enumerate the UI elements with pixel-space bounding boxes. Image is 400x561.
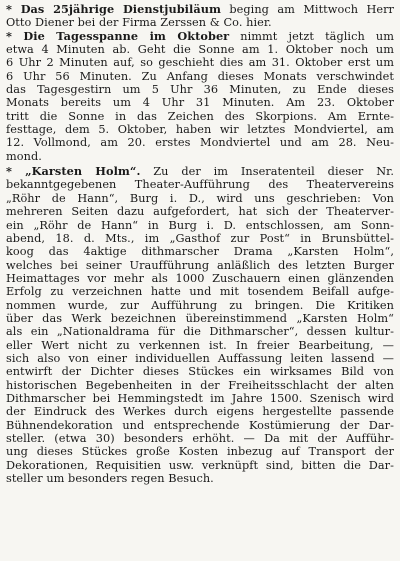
text-line	[6, 392, 394, 405]
body-text: Otto Diener bei der Firma Zerssen & Co. hier.	[6, 16, 272, 30]
body-text: entwirft der Dichter dieses Stückes ein wirksames Bild von	[6, 365, 394, 379]
text-line	[6, 352, 394, 365]
body-text: sich also von einer individuellen Auffassung leiten lassend —	[6, 351, 394, 365]
text-line	[6, 30, 394, 43]
body-text: Monats bereits um 4 Uhr 31 Minuten. Am 23. Oktober	[6, 96, 394, 110]
body-text: 12. Vollmond, am 20. erstes Mondviertel und am 28. Neu-	[6, 136, 394, 150]
body-text: 6 Uhr 56 Minuten. Zu Anfang dieses Monats verschwindet	[6, 69, 394, 83]
body-text: das Tagesgestirn um 5 Uhr 36 Minuten, zu Ende dieses	[6, 83, 394, 97]
text-line	[6, 136, 394, 149]
text-line	[6, 205, 394, 218]
text-line	[6, 445, 394, 458]
text-line	[6, 245, 394, 258]
headline: * Die Tagesspanne im Oktober	[6, 29, 230, 43]
body-text: tritt die Sonne in das Zeichen des Skorpions. Am Ernte-	[6, 109, 394, 123]
body-text: der Eindruck des Werkes durch eigens hergestellte passende	[6, 405, 394, 419]
text-line	[6, 339, 394, 352]
text-line	[6, 16, 394, 29]
body-text: als ein „Nationaldrama für die Dithmarscher“, dessen kultur-	[6, 325, 394, 339]
text-line	[6, 3, 394, 16]
text-line	[6, 96, 394, 109]
body-text: etwa 4 Minuten ab. Geht die Sonne am 1. Oktober noch um	[6, 43, 394, 57]
text-line	[6, 70, 394, 83]
text-line	[6, 405, 394, 418]
body-text: mond.	[6, 149, 42, 163]
text-line	[6, 285, 394, 298]
text-line	[6, 192, 394, 205]
body-text: steller um besonders regen Besuch.	[6, 472, 214, 486]
body-text: Erfolg zu verzeichnen hatte und mit tosendem Beifall aufge-	[6, 285, 394, 299]
body-text: nommen wurde, zur Aufführung zu bringen. Die Kritiken	[6, 298, 394, 312]
body-text: Dekorationen, Requisitien usw. verknüpft sind, bitten die Dar-	[6, 458, 394, 472]
body-text: ein „Röhr de Hann“ in Burg i. D. entschlossen, am Sonn-	[6, 218, 394, 232]
body-text: beging am Mittwoch Herr	[220, 3, 394, 16]
text-line	[6, 232, 394, 245]
text-line	[6, 150, 394, 163]
text-line	[6, 272, 394, 285]
body-text: nimmt jetzt täglich um	[229, 29, 394, 43]
text-line	[6, 165, 394, 178]
article-dienstjubilaeum	[6, 3, 394, 30]
text-line	[6, 110, 394, 123]
text-line	[6, 432, 394, 445]
body-text: bekanntgegebenen Theater-Aufführung des Theatervereins	[6, 178, 394, 192]
body-text: „Röhr de Hann“, Burg i. D., wird uns geschrieben: Von	[6, 191, 394, 205]
body-text: Heimattages vor mehr als 1000 Zuschauern einen glänzenden	[6, 271, 394, 285]
body-text: Bühnendekoration und entsprechende Kostümierung der Dar-	[6, 418, 394, 432]
text-line	[6, 459, 394, 472]
headline: * „Karsten Holm“.	[6, 165, 141, 179]
body-text: mehreren Seiten dazu aufgefordert, hat sich der Theaterver-	[6, 205, 394, 219]
text-line	[6, 178, 394, 191]
text-line	[6, 379, 394, 392]
body-text: welches bei seiner Uraufführung anläßlich des letzten Burger	[6, 258, 394, 272]
body-text: ung dieses Stückes große Kosten inbezug auf Transport der	[6, 445, 394, 459]
text-line	[6, 83, 394, 96]
text-line	[6, 325, 394, 338]
text-line	[6, 365, 394, 378]
body-text: koog das 4aktige dithmarscher Drama „Karsten Holm“,	[6, 245, 394, 259]
text-line	[6, 472, 394, 485]
text-line	[6, 312, 394, 325]
text-line	[6, 419, 394, 432]
text-line	[6, 123, 394, 136]
headline: * Das 25jährige Dienstjubiläum	[6, 3, 221, 16]
text-line	[6, 259, 394, 272]
body-text: Zu der im Inseratenteil dieser Nr.	[140, 165, 394, 179]
body-text: historischen Begebenheiten in der Freiheitsschlacht der alten	[6, 378, 394, 392]
text-line	[6, 219, 394, 232]
text-line	[6, 299, 394, 312]
article-karsten-holm	[6, 165, 394, 485]
body-text: festtage, dem 5. Oktober, haben wir letztes Mondviertel, am	[6, 123, 394, 137]
text-line	[6, 43, 394, 56]
text-line	[6, 56, 394, 69]
body-text: 6 Uhr 2 Minuten auf, so geschieht dies am 31. Oktober erst um	[6, 56, 394, 70]
body-text: eller Wert nicht zu verkennen ist. In freier Bearbeitung, —	[6, 338, 394, 352]
body-text: abend, 18. d. Mts., im „Gasthof zur Post“ in Brunsbüttel-	[6, 231, 394, 245]
body-text: Dithmarscher bei Hemmingstedt im Jahre 1500. Szenisch wird	[6, 391, 394, 405]
article-tagesspanne	[6, 30, 394, 163]
body-text: über das Werk bezeichnen übereinstimmend „Karsten Holm“	[6, 311, 394, 325]
body-text: steller. (etwa 30) besonders erhöht. — Da mit der Aufführ-	[6, 432, 394, 445]
